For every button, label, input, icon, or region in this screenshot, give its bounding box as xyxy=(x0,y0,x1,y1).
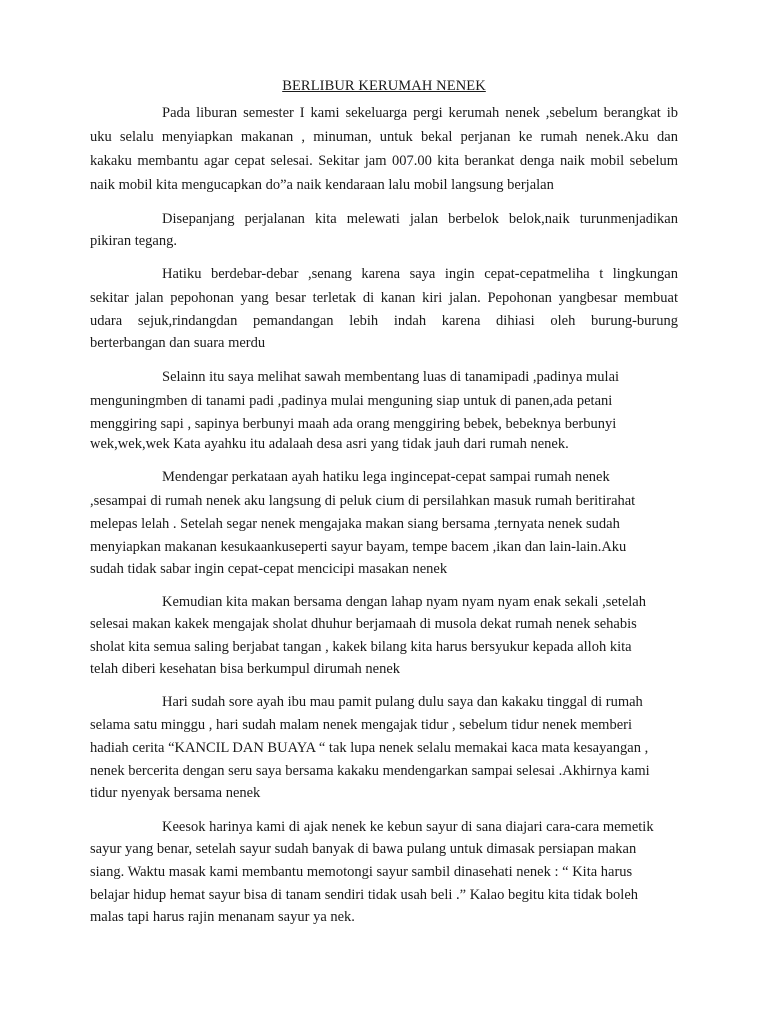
paragraph-5-line-3: melepas lelah . Setelah segar nenek mengajaka makan siang bersama ,ternyata nenek sudah xyxy=(90,516,620,532)
paragraph-5-line-5: sudah tidak sabar ingin cepat-cepat mencicipi masakan nenek xyxy=(90,561,448,577)
paragraph-6-line-3: sholat kita semua saling berjabat tangan , kakek bilang kita harus bersyukur kepada alloh kita xyxy=(90,639,632,655)
paragraph-1-line-3: kakaku membantu agar cepat selesai. Sekitar jam 007.00 kita berankat denga naik mobil sebelum xyxy=(90,153,678,169)
paragraph-8-line-5: malas tapi harus rajin menanam sayur ya nek. xyxy=(90,909,355,925)
paragraph-3-line-1: Hatiku berdebar-debar ,senang karena saya ingin cepat-cepatmeliha t lingkungan xyxy=(162,266,678,282)
paragraph-4-line-1: Selainn itu saya melihat sawah membentang luas di tanamipadi ,padinya mulai xyxy=(162,369,620,385)
paragraph-5-line-2: ,sesampai di rumah nenek aku langsung di peluk cium di persilahkan masuk rumah beritirahat xyxy=(90,493,636,509)
paragraph-7-line-2: selama satu minggu , hari sudah malam nenek mengajak tidur , sebelum tidur nenek memberi xyxy=(90,717,632,733)
paragraph-6-line-2: selesai makan kakek mengajak sholat dhuhur berjamaah di musola dekat rumah nenek sehabis xyxy=(90,616,637,632)
paragraph-2-line-1: Disepanjang perjalanan kita melewati jalan berbelok belok,naik turunmenjadikan xyxy=(162,211,678,227)
paragraph-6-line-4: telah diberi kesehatan bisa berkumpul dirumah nenek xyxy=(90,661,401,677)
paragraph-1-line-1: Pada liburan semester I kami sekeluarga pergi kerumah nenek ,sebelum berangkat ib xyxy=(162,105,678,121)
paragraph-8-line-1: Keesok harinya kami di ajak nenek ke kebun sayur di sana diajari cara-cara memetik xyxy=(162,819,654,835)
paragraph-3-line-3: udara sejuk,rindangdan pemandangan lebih indah karena dihiasi oleh burung-burung xyxy=(90,313,678,329)
paragraph-7-line-5: tidur nyenyak bersama nenek xyxy=(90,785,261,801)
paragraph-2-line-2: pikiran tegang. xyxy=(90,233,177,249)
paragraph-4-line-2: menguningmben di tanami padi ,padinya mulai menguning siap untuk di panen,ada petani xyxy=(90,393,613,409)
paragraph-7-line-3: hadiah cerita “KANCIL DAN BUAYA “ tak lupa nenek selalu memakai kaca mata kesayangan , xyxy=(90,740,649,756)
paragraph-3-line-2: sekitar jalan pepohonan yang besar terletak di kanan kiri jalan. Pepohonan yangbesar membuat xyxy=(90,290,678,306)
paragraph-4-line-3: menggiring sapi , sapinya berbunyi maah ada orang menggiring bebek, bebeknya berbunyi xyxy=(90,416,617,432)
paragraph-3-line-4: berterbangan dan suara merdu xyxy=(90,335,266,351)
paragraph-5-line-4: menyiapkan makanan kesukaankuseperti sayur bayam, tempe bacem ,ikan dan lain-lain.Aku xyxy=(90,539,627,555)
paragraph-5-line-1: Mendengar perkataan ayah hatiku lega ingincepat-cepat sampai rumah nenek xyxy=(162,469,610,485)
paragraph-1-line-2: uku selalu menyiapkan makanan , minuman, untuk bekal perjanan ke rumah nenek.Aku dan xyxy=(90,129,678,145)
paragraph-4-line-4: wek,wek,wek Kata ayahku itu adalaah desa asri yang tidak jauh dari rumah nenek. xyxy=(90,436,569,452)
paragraph-7-line-1: Hari sudah sore ayah ibu mau pamit pulang dulu saya dan kakaku tinggal di rumah xyxy=(162,694,643,710)
paragraph-6-line-1: Kemudian kita makan bersama dengan lahap nyam nyam nyam enak sekali ,setelah xyxy=(162,594,646,610)
paragraph-1-line-4: naik mobil kita mengucapkan do”a naik kendaraan lalu mobil langsung berjalan xyxy=(90,177,554,193)
paragraph-8-line-4: belajar hidup hemat sayur bisa di tanam sendiri tidak usah beli .” Kalao begitu kita tidak boleh xyxy=(90,887,639,903)
paragraph-8-line-3: siang. Waktu masak kami membantu memotongi sayur sambil dinasehati nenek : “ Kita harus xyxy=(90,864,633,880)
document-title: BERLIBUR KERUMAH NENEK xyxy=(282,78,486,94)
paragraph-7-line-4: nenek bercerita dengan seru saya bersama kakaku mendengarkan sampai selesai .Akhirnya kami xyxy=(90,763,650,779)
paragraph-8-line-2: sayur yang benar, setelah sayur sudah banyak di bawa pulang untuk dimasak persiapan makan xyxy=(90,841,637,857)
